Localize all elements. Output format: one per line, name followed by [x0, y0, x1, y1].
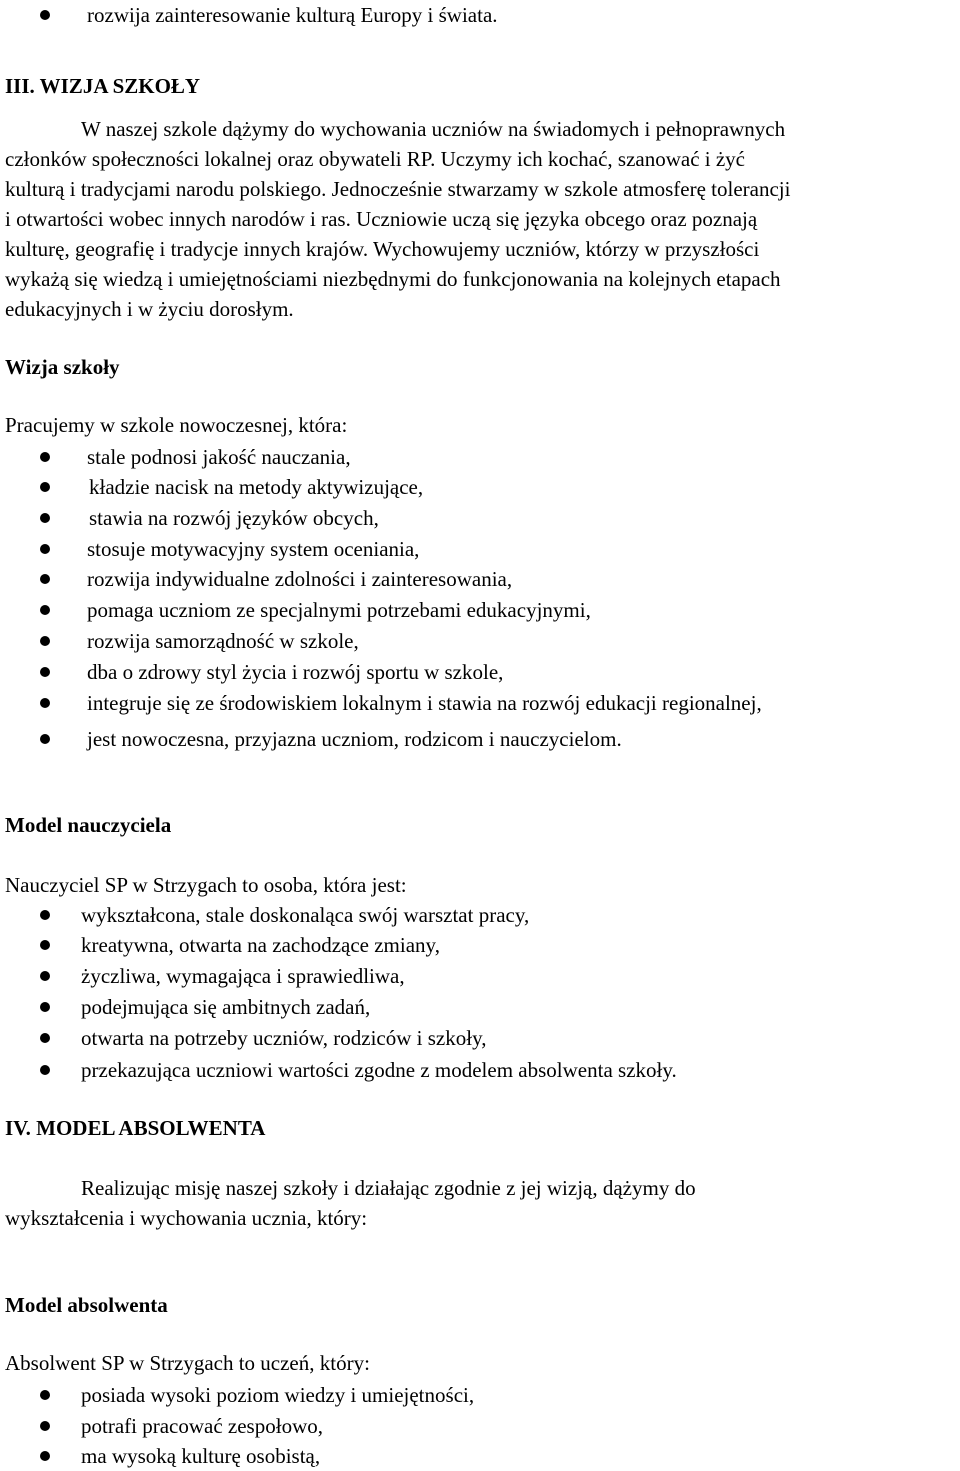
- list-item-text: podejmująca się ambitnych zadań,: [81, 995, 371, 1019]
- bullet-icon: [40, 1002, 50, 1012]
- paragraph-line: kulturą i tradycjami narodu polskiego. Jednocześnie stwarzamy w szkole atmosferę tolerancji: [5, 177, 791, 201]
- bullet-icon: [40, 574, 50, 584]
- list-item-text: jest nowoczesna, przyjazna uczniom, rodzicom i nauczycielom.: [87, 727, 622, 751]
- bullet-icon: [40, 1065, 50, 1075]
- list-item-text: stawia na rozwój języków obcych,: [89, 506, 379, 530]
- section-heading: IV. MODEL ABSOLWENTA: [5, 1116, 266, 1140]
- list-intro: Pracujemy w szkole nowoczesnej, która:: [5, 413, 348, 437]
- list-item-text: wykształcona, stale doskonaląca swój warsztat pracy,: [81, 903, 530, 927]
- paragraph-line: W naszej szkole dążymy do wychowania uczniów na świadomych i pełnoprawnych: [81, 117, 786, 141]
- list-item-text: przekazująca uczniowi wartości zgodne z modelem absolwenta szkoły.: [81, 1058, 677, 1082]
- list-item-text: posiada wysoki poziom wiedzy i umiejętności,: [81, 1383, 475, 1407]
- bullet-icon: [40, 544, 50, 554]
- bullet-icon: [40, 452, 50, 462]
- list-item-text: życzliwa, wymagająca i sprawiedliwa,: [81, 964, 405, 988]
- list-item-text: otwarta na potrzeby uczniów, rodziców i szkoły,: [81, 1026, 487, 1050]
- list-intro: Nauczyciel SP w Strzygach to osoba, która jest:: [5, 873, 407, 897]
- list-item-text: rozwija indywidualne zdolności i zainteresowania,: [87, 567, 513, 591]
- bullet-icon: [40, 482, 50, 492]
- bullet-icon: [40, 1421, 50, 1431]
- bullet-icon: [40, 1451, 50, 1461]
- list-item-text: rozwija samorządność w szkole,: [87, 629, 359, 653]
- list-item-text: kreatywna, otwarta na zachodzące zmiany,: [81, 933, 440, 957]
- bullet-icon: [40, 971, 50, 981]
- paragraph-line: i otwartości wobec innych narodów i ras. Uczniowie uczą się języka obcego oraz poznają: [5, 207, 758, 231]
- bullet-icon: [40, 1033, 50, 1043]
- bullet-icon: [40, 605, 50, 615]
- paragraph-line: kulturę, geografię i tradycje innych krajów. Wychowujemy uczniów, którzy w przyszłości: [5, 237, 760, 261]
- paragraph-line: Realizując misję naszej szkoły i działając zgodnie z jej wizją, dążymy do: [81, 1176, 696, 1200]
- list-item-text: ma wysoką kulturę osobistą,: [81, 1444, 321, 1468]
- list-item-text: stale podnosi jakość nauczania,: [87, 445, 351, 469]
- paragraph-line: członków społeczności lokalnej oraz obywateli RP. Uczymy ich kochać, szanować i żyć: [5, 147, 745, 171]
- paragraph-line: wykształcenia i wychowania ucznia, który:: [5, 1206, 368, 1230]
- subsection-heading: Model absolwenta: [5, 1293, 168, 1317]
- list-item-text: kładzie nacisk na metody aktywizujące,: [89, 475, 424, 499]
- bullet-icon: [40, 667, 50, 677]
- bullet-icon: [40, 10, 50, 20]
- list-item-text: stosuje motywacyjny system oceniania,: [87, 537, 420, 561]
- section-heading: III. WIZJA SZKOŁY: [5, 74, 201, 98]
- paragraph-line: wykażą się wiedzą i umiejętnościami niezbędnymi do funkcjonowania na kolejnych etapach: [5, 267, 781, 291]
- list-item-text: pomaga uczniom ze specjalnymi potrzebami edukacyjnymi,: [87, 598, 591, 622]
- list-item-text: rozwija zainteresowanie kulturą Europy i świata.: [87, 3, 498, 27]
- list-item-text: potrafi pracować zespołowo,: [81, 1414, 323, 1438]
- list-item-text: integruje się ze środowiskiem lokalnym i stawia na rozwój edukacji regionalnej,: [87, 691, 762, 715]
- bullet-icon: [40, 636, 50, 646]
- list-intro: Absolwent SP w Strzygach to uczeń, który:: [5, 1351, 370, 1375]
- bullet-icon: [40, 513, 50, 523]
- bullet-icon: [40, 1390, 50, 1400]
- list-item-text: dba o zdrowy styl życia i rozwój sportu w szkole,: [87, 660, 504, 684]
- paragraph-line: edukacyjnych i w życiu dorosłym.: [5, 297, 294, 321]
- subsection-heading: Wizja szkoły: [5, 355, 120, 379]
- bullet-icon: [40, 698, 50, 708]
- subsection-heading: Model nauczyciela: [5, 813, 172, 837]
- bullet-icon: [40, 940, 50, 950]
- bullet-icon: [40, 910, 50, 920]
- bullet-icon: [40, 734, 50, 744]
